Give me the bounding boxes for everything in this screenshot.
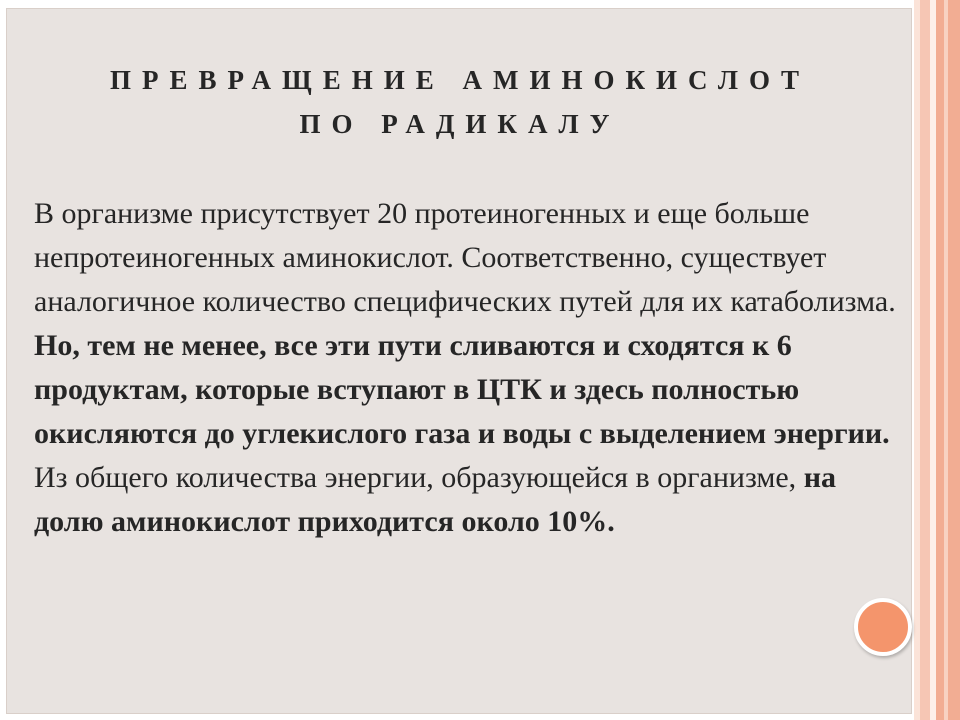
paragraph-bold-text-2: на долю аминокислот приходится около 10%. (34, 461, 836, 538)
slide-title (20, 58, 900, 146)
paragraph-text-1: В организме присутствует 20 протеиногенных и еще больше непротеиногенных аминокислот. Соответственно, существует аналогичное количество специфических путей для их катаболизма. (34, 197, 896, 318)
slide-body-paragraph (34, 192, 900, 544)
decorative-stripe-2 (920, 0, 930, 720)
decorative-circle (854, 598, 912, 656)
slide-title-line-2: ПО РАДИКАЛУ (299, 109, 621, 139)
paragraph-bold-text-1: Но, тем не менее, все эти пути сливаются и сходятся к 6 продуктам, которые вступают в ЦТК и здесь полностью окисляются до углекислого газа и воды с выделением энергии. (34, 329, 890, 450)
paragraph-text-2: Из общего количества энергии, образующейся в организме, (34, 461, 804, 494)
decorative-stripe-5 (944, 0, 948, 720)
decorative-stripe-4 (936, 0, 960, 720)
slide-title-line-1: ПРЕВРАЩЕНИЕ АМИНОКИСЛОТ (110, 65, 810, 95)
